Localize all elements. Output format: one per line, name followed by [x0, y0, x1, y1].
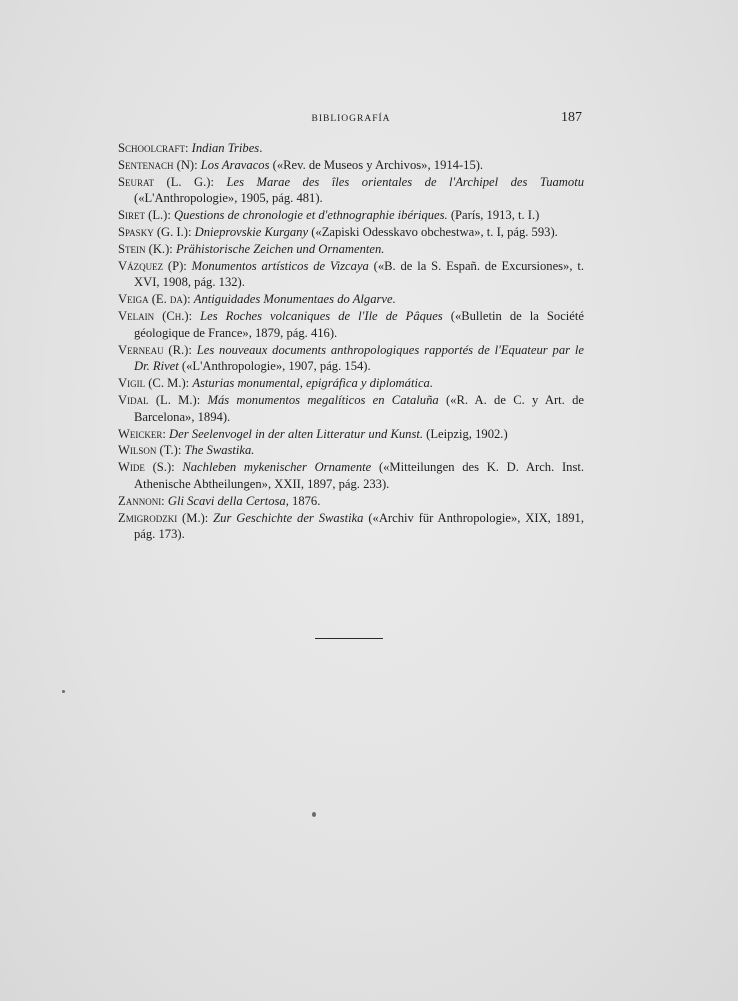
entry-author: Schoolcraft: — [118, 141, 189, 155]
entry-details: («Zapiski Odesskavo obchestwa», t. I, pág. 593). — [308, 224, 558, 239]
entry-title: Der Seelenvogel in der alten Litteratur und Kunst. — [169, 426, 423, 441]
bibliography-entry — [118, 140, 584, 157]
bibliography-entry — [118, 375, 584, 392]
entry-title: Zur Geschichte der Swastika — [213, 510, 364, 525]
running-head — [118, 110, 584, 130]
entry-title: Antiguidades Monumentaes do Algarve. — [193, 292, 396, 307]
entry-details: (París, 1913, t. I.) — [447, 208, 540, 223]
bibliography-entry — [118, 241, 584, 258]
entry-title: Gli Scavi della Certosa — [167, 493, 286, 508]
page-number: 187 — [561, 110, 582, 125]
entry-author: Sentenach (N): — [118, 157, 198, 172]
entry-details: («Archiv für Anthropologie», XIX, 1891, pág. 173). — [134, 510, 585, 542]
entry-title: Monumentos artísticos de Vizcaya — [191, 258, 369, 273]
bibliography-entry — [118, 157, 584, 174]
bibliography-entry — [118, 207, 584, 224]
entry-author: Zannoni: — [118, 493, 165, 508]
entry-title: Asturias monumental, epigráfica y diplomática. — [192, 376, 433, 391]
entry-details: , 1876. — [285, 493, 321, 508]
entry-title: Prähistorische Zeichen und Ornamenten. — [175, 241, 385, 256]
entry-author: Wide (S.): — [118, 460, 175, 475]
entry-title: Más monumentos megalíticos en Cataluña — [207, 392, 439, 407]
entry-details: («L'Anthropologie», 1907, pág. 154). — [178, 359, 371, 374]
entry-title: Questions de chronologie et d'ethnographie ibériques. — [174, 208, 448, 223]
entry-details: («L'Anthropologie», 1905, pág. 481). — [134, 191, 323, 206]
paper-speck — [312, 812, 316, 817]
bibliography-entry — [118, 291, 584, 308]
running-title: BIBLIOGRAFÍA — [311, 114, 391, 124]
bibliography-entry — [118, 392, 584, 426]
entry-details: («B. de la S. Españ. de Excursiones», t. XVI, 1908, pág. 132). — [134, 258, 584, 290]
entry-author: Veiga (E. da): — [118, 292, 191, 307]
entry-title: Les Marae des îles orientales de l'Archipel des Tuamotu — [226, 174, 584, 189]
closing-rule — [315, 638, 383, 639]
entry-details: («Bulletin de la Société géologique de France», 1879, pág. 416). — [134, 308, 584, 340]
entry-title: Indian Tribes — [191, 141, 260, 155]
bibliography-entry — [118, 174, 584, 208]
entry-details: («R. A. de C. y Art. de Barcelona», 1894). — [134, 392, 584, 424]
bibliography-entry — [118, 342, 584, 376]
entry-author: Wilson (T.): — [118, 443, 182, 458]
entry-author: Zmigrodzki (M.): — [118, 510, 209, 525]
entry-author: Siret (L.): — [118, 208, 171, 223]
bibliography-entry — [118, 493, 584, 510]
entry-author: Velain (Ch.): — [118, 308, 193, 323]
entry-details: («Mitteilungen des K. D. Arch. Inst. Athenische Abtheilungen», XXII, 1897, pág. 233). — [134, 460, 584, 491]
bibliography-entry — [118, 442, 584, 459]
entry-author: Spasky (G. I.): — [118, 224, 192, 239]
entry-author: Vidal (L. M.): — [118, 392, 201, 407]
entry-author: Vigil (C. M.): — [118, 376, 190, 391]
bibliography-entry — [118, 258, 584, 292]
entry-title: Les nouveaux documents anthropologiques rapportés de l'Equateur par le Dr. Rivet — [134, 342, 584, 374]
entry-author: Stein (K.): — [118, 241, 173, 256]
entry-author: Seurat (L. G.): — [118, 174, 214, 189]
entry-author: Weicker: — [118, 426, 166, 441]
entry-author: Verneau (R.): — [118, 342, 192, 357]
entry-title: The Swastika. — [184, 443, 255, 458]
entry-details: . — [259, 141, 263, 155]
entry-details: (Leipzig, 1902.) — [423, 426, 508, 441]
bibliography-entry — [118, 426, 584, 443]
entry-title: Dnieprovskie Kurgany — [194, 224, 309, 239]
entry-author: Vázquez (P): — [118, 258, 187, 273]
paper-speck — [62, 690, 65, 693]
entry-title: Nachleben mykenischer Ornamente — [182, 460, 372, 475]
entry-details: («Rev. de Museos y Archivos», 1914-15). — [269, 157, 484, 172]
entry-title: Les Roches volcaniques de l'Ile de Pâques — [200, 308, 443, 323]
bibliography-entry — [118, 224, 584, 241]
bibliography-entry — [118, 459, 584, 493]
entry-title: Los Aravacos — [200, 157, 270, 172]
bibliography-list — [118, 140, 584, 543]
bibliography-entry — [118, 510, 584, 544]
bibliography-entry — [118, 308, 584, 342]
